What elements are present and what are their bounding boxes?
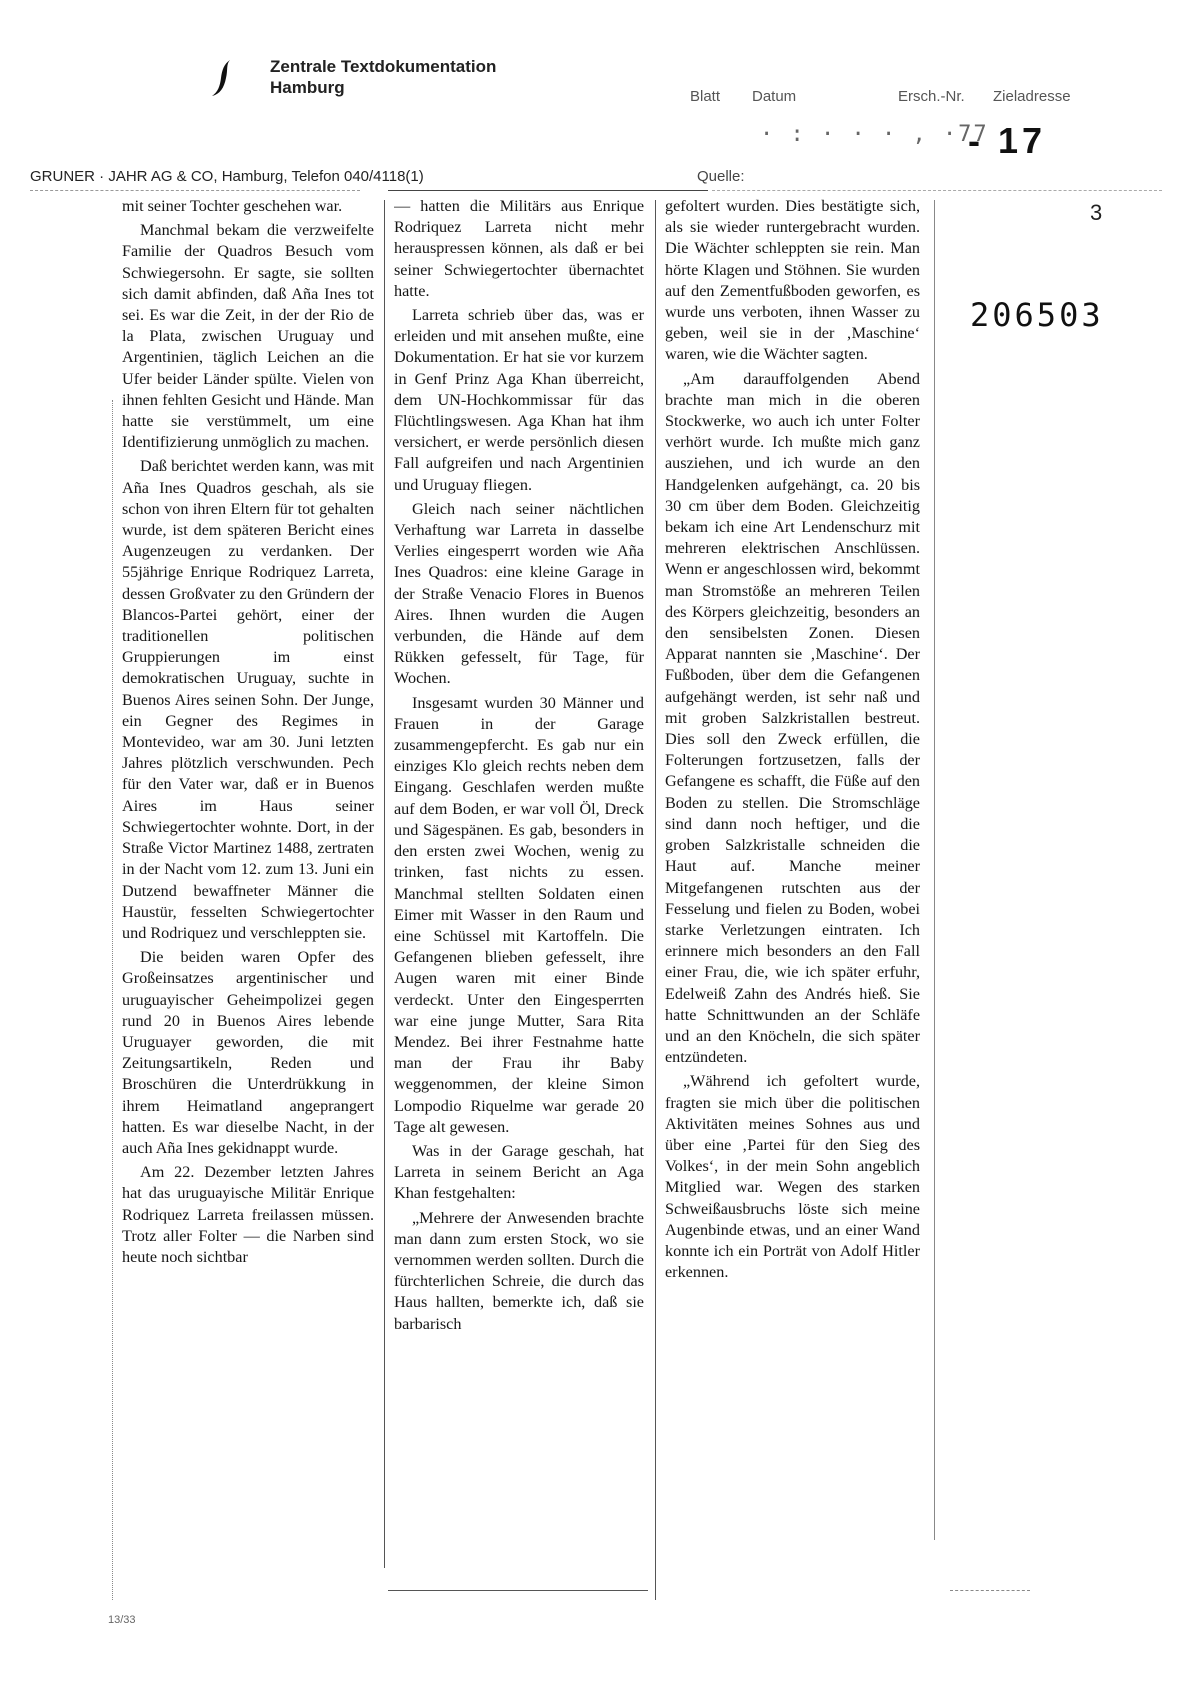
- label-ersch-nr: Ersch.-Nr.: [898, 88, 965, 105]
- article-column-3: [665, 196, 920, 1612]
- article-column-1: [122, 196, 374, 1612]
- paragraph: „Während ich gefoltert wurde, fragten sie mich über die politischen Aktivitäten meines Sohnes aus und über eine ‚Partei für den Sieg des Volkes‘, in der mein Sohn angeblich Mitglied war. Wegen des starken Schweißausbruchs löste sich meine Augenbinde etwas, und an einer Wand konnte ich ein Porträt von Adolf Hitler erkennen.: [665, 1072, 920, 1282]
- paragraph: „Am darauffolgenden Abend brachte man mich in die oberen Stockwerke, wo auch ich unter Folter verhört wurde. Ich mußte mich ganz ausziehen, und ich wurde an den Handgelenken aufgehängt, ca. 20 bis 30 cm über dem Boden. Gleichzeitig bekam ich eine Art Lendenschurz mit mehreren elektrischen Anschlüssen. Wenn er angeschlossen wird, bekommt man Stromstöße an mehreren Teilen des Körpers gleichzeitig, besonders an den sensibelsten Zonen. Diesen Apparat nannten sie ‚Maschine‘. Der Fußboden, über dem die Gefangenen aufgehängt werden, ist sehr naß und mit groben Salzkristallen bestreut. Dies soll den Zweck erfüllen, die Folterungen fortzusetzen, falls der Gefangene es schafft, die Füße auf den Boden zu stellen. Die Stromschläge sind dann noch heftiger, und die groben Salzkristalle schneiden die Haut auf. Manche meiner Mitgefangenen rutschten aus der Fesselung und fielen zu Boden, wobei starke Verletzungen eintraten. Ich erinnere mich besonders an den Fall einer Frau, die, wie ich später erfuhr, Edelweiß Zahn des Andrés hieß. Sie hatte Schnittwunden an der Schläfe und an den Knöcheln, die sich später entzündeten.: [665, 369, 920, 1067]
- header-divider-right: [712, 190, 1162, 191]
- page-number: 3: [1090, 200, 1103, 225]
- paragraph: Am 22. Dezember letzten Jahres hat das uruguayische Militär Enrique Rodriquez Larreta freilassen müssen. Trotz aller Folter — die Narben sind heute noch sichtbar: [122, 1163, 374, 1266]
- label-datum: Datum: [752, 88, 797, 105]
- paragraph: mit seiner Tochter geschehen war.: [122, 197, 343, 215]
- faded-date-stamp: · : · · · , ·77: [760, 122, 989, 147]
- footer-code: 13/33: [108, 1614, 136, 1626]
- paragraph: Was in der Garage geschah, hat Larreta in seinem Bericht an Aga Khan festgehalten:: [394, 1141, 644, 1203]
- paragraph: Larreta schrieb über das, was er erleiden und mit ansehen mußte, eine Dokumentation. Er hat sie vor kurzem in Genf Prinz Aga Khan überreicht, dem UN-Hochkommissar für das Flüchtlingswesen. Aga Khan hat ihm versichert, er werde persönlich diesen Fall aufgreifen und nach Argentinien und Uruguay fliegen.: [394, 306, 644, 494]
- label-zieladresse: Zieladresse: [993, 88, 1071, 105]
- header-divider-center: [388, 190, 708, 191]
- header-divider-left: [30, 190, 360, 191]
- organization-line-1: Zentrale Textdokumentation: [270, 57, 497, 76]
- organization-line-2: Hamburg: [270, 78, 345, 97]
- column-separator-1: [384, 200, 385, 1568]
- bottom-divider-center: [388, 1590, 648, 1591]
- label-blatt: Blatt: [690, 88, 721, 105]
- paragraph: Gleich nach seiner nächtlichen Verhaftung war Larreta in dasselbe Verlies eingesperrt worden wie Aña Ines Quadros: eine kleine Garage in der Straße Venacio Flores in Buenos Aires. Ihnen wurden die Augen verbunden, die Hände auf dem Rükken gefesselt, für Tage, für Wochen.: [394, 499, 644, 688]
- organization-name: [270, 56, 496, 98]
- ersch-number: - 17: [968, 120, 1047, 161]
- right-margin-line: [934, 200, 935, 1540]
- article-column-2: [394, 196, 644, 1612]
- paragraph: Daß berichtet werden kann, was mit Aña Ines Quadros geschah, als sie schon von ihren Eltern für tot gehalten wurde, ist dem späteren Bericht eines Augenzeugen zu verdanken. Der 55jährige Enrique Rodriquez Larreta, dessen Großvater zu den Gründern der Blancos-Partei gehört, einer der traditionellen politischen Gruppierungen im einst demokratischen Uruguay, suchte in Buenos Aires seinen Sohn. Der Junge, ein Gegner des Regimes in Montevideo, war am 30. Juni letzten Jahres plötzlich verschwunden. Pech für den Vater war, daß er in Buenos Aires im Haus seiner Schwiegertochter wohnte. Dort, in der Straße Victor Martinez 1488, zertraten in der Nacht vom 12. zum 13. Juni ein Dutzend bewaffneter Männer die Haustür, fesselten Schwiegertochter und Rodriquez und verschleppten sie.: [122, 457, 374, 942]
- paragraph: „Mehrere der Anwesenden brachte man dann zum ersten Stock, wo sie vernommen werden sollten. Durch die fürchterlichen Schreie, die durch das Haus hallten, bemerkte ich, daß sie barbarisch: [394, 1208, 644, 1333]
- paragraph: Manchmal bekam die verzweifelte Familie der Quadros Besuch vom Schwiegersohn. Er sagte, sie sollten sich damit abfinden, daß Aña Ines tot sei. Es war die Zeit, in der der Rio de la Plata, zwischen Uruguay und Argentinien, täglich Leichen an die Ufer beider Länder spülte. Vielen von ihnen fehlten Gesicht und Hände. Man hatte sie verstümmelt, um eine Identifizierung unmöglich zu machen.: [122, 221, 374, 452]
- paragraph: — hatten die Militärs aus Enrique Rodriquez Larreta nicht mehr herauspressen können, als daß er bei seiner Schwiegertochter übernachtet hatte.: [394, 197, 644, 300]
- label-quelle: Quelle:: [697, 168, 745, 185]
- paragraph: Die beiden waren Opfer des Großeinsatzes argentinischer und uruguayischer Geheimpolizei gegen rund 20 in Buenos Aires lebende Uruguayer geworden, die mit Zeitungsartikeln, Reden und Broschüren die Unterdrükkung in ihrem Heimatland angeprangert hatten. Es war dieselbe Nacht, in der auch Aña Ines gekidnappt wurde.: [122, 948, 374, 1157]
- paragraph: Insgesamt wurden 30 Männer und Frauen in der Garage zusammengepfercht. Es gab nur ein einziges Klo gleich rechts neben dem Eingang. Geschlafen werden mußte auf dem Boden, er war voll Öl, Dreck und Sägespänen. Es gab, besonders in den ersten zwei Wochen, wenig zu trinken, fast nichts zu essen. Manchmal stellten Soldaten einen Eimer mit Wasser in den Raum und eine Schüssel mit Kartoffeln. Die Gefangenen blieben gefesselt, ihre Augen waren mit einer Binde verdeckt. Unter den Eingesperrten war eine junge Mutter, Sara Rita Mendez. Bei ihrer Festnahme hatte man der Frau ihr Baby weggenommen, der kleine Simon Lompodio Riquelme war gerade 20 Tage alt gewesen.: [394, 693, 644, 1136]
- column-separator-2: [655, 200, 656, 1600]
- paragraph: gefoltert wurden. Dies bestätigte sich, als sie wieder runtergebracht wurden. Die Wächter schleppten sie rein. Man hörte Klagen und Stöhnen. Sie wurden auf den Zementfußboden geworfen, es wurde uns verboten, ihnen Wasser zu geben, weil sie in der ‚Maschine‘ waren, wie die Wächter sagten.: [665, 197, 920, 364]
- publisher-line: GRUNER · JAHR AG & CO, Hamburg, Telefon 040/4118(1): [30, 168, 424, 185]
- zentrale-logo-icon: [208, 58, 238, 100]
- bottom-divider-right: [950, 1590, 1030, 1591]
- document-id: 206503: [970, 296, 1104, 334]
- left-margin-line: [112, 400, 113, 1600]
